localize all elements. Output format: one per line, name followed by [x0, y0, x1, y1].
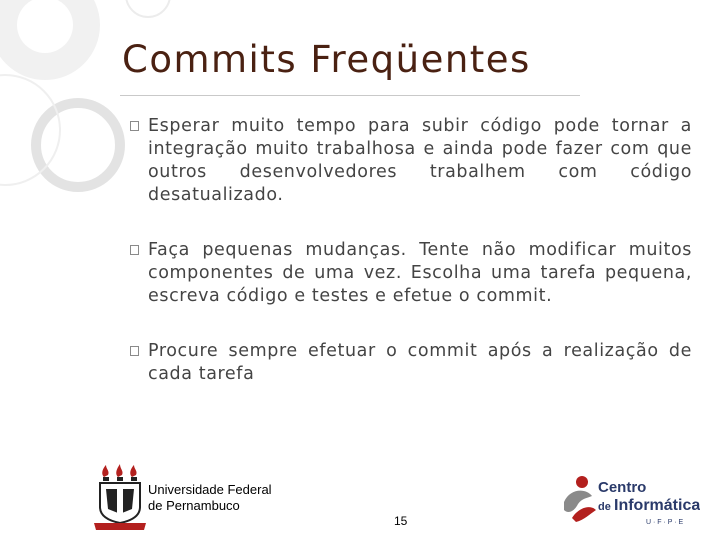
cin-logo-line4: U · F · P · E: [646, 519, 684, 526]
cin-logo-line2: de: [598, 501, 611, 513]
page-number: 15: [394, 514, 408, 528]
ufpe-crest-icon: [94, 463, 146, 531]
cin-logo-line3: Informática: [614, 497, 700, 514]
bullet-item: [130, 239, 692, 308]
slide-title: Commits Freqüentes: [122, 38, 531, 81]
cin-logo-line1: Centro: [598, 479, 647, 496]
bullet-text: Procure sempre efetuar o commit após a realização de cada tarefa: [148, 341, 692, 384]
bullet-square-icon: [130, 245, 139, 255]
university-name-line2: de Pernambuco: [148, 498, 240, 513]
university-name-line1: Universidade Federal: [148, 482, 272, 497]
cin-logo: [560, 468, 700, 528]
bullet-list: [130, 115, 692, 418]
bullet-square-icon: [130, 346, 139, 356]
bullet-square-icon: [130, 121, 139, 131]
bullet-text: Faça pequenas mudanças. Tente não modificar muitos componentes de uma vez. Escolha uma tarefa pequena, escreva código e testes e efetue o commit.: [148, 240, 692, 306]
bullet-item: [130, 115, 692, 207]
cin-mark-icon: [564, 476, 596, 522]
title-divider: [120, 95, 580, 96]
bullet-item: [130, 340, 692, 386]
bullet-text: Esperar muito tempo para subir código pode tornar a integração muito trabalhosa e ainda pode fazer com que outros desenvolvedores trabalhem com código desatualizado.: [148, 116, 692, 205]
university-name: [148, 482, 272, 514]
